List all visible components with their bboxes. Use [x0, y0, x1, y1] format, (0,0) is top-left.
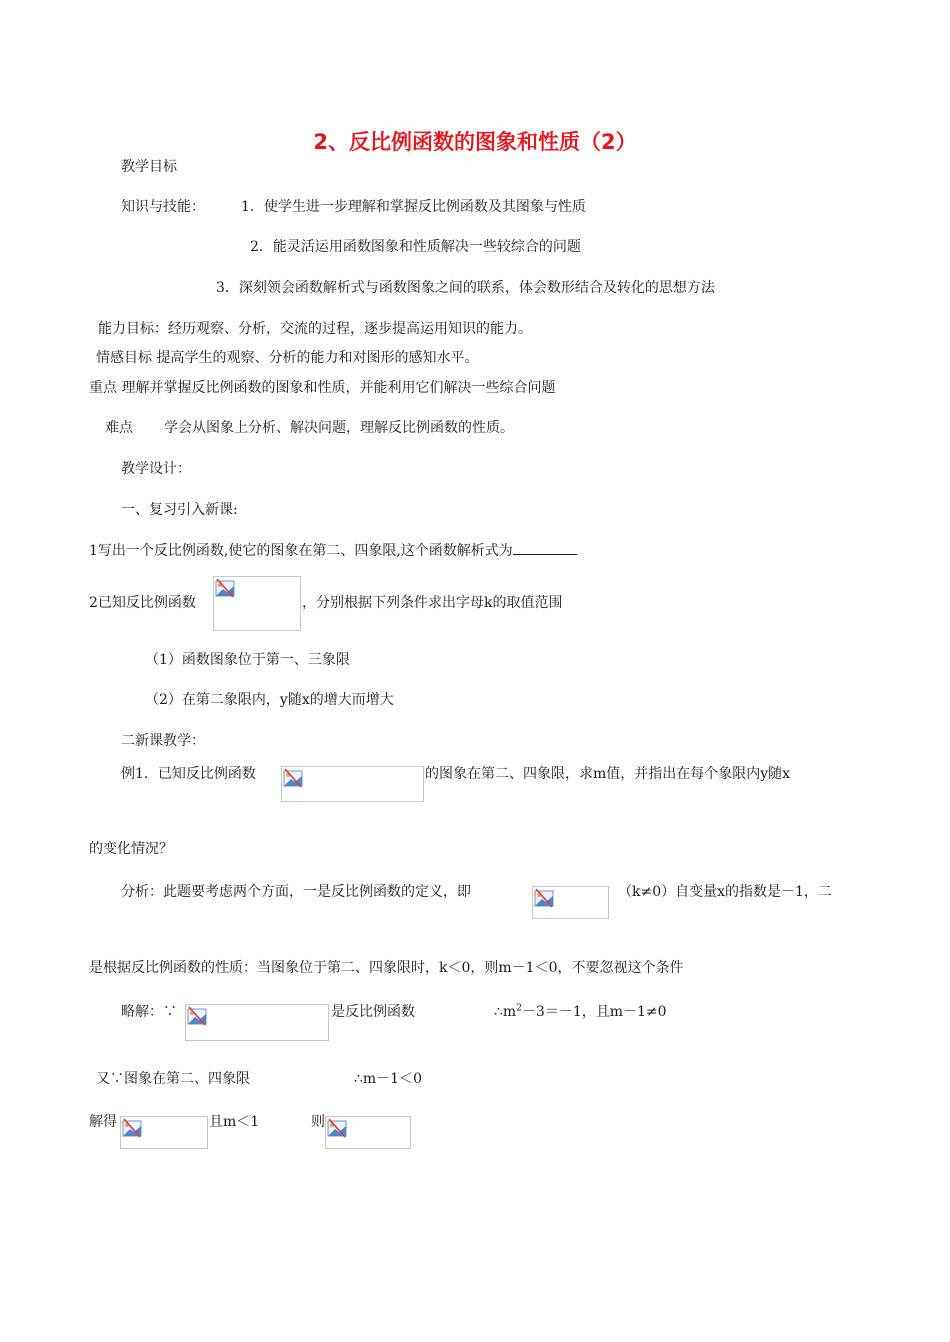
condition-1: （1）函数图象位于第一、三象限: [145, 652, 350, 668]
broken-image-icon: [534, 888, 554, 908]
example-1-cont: 的变化情况？: [89, 841, 173, 857]
knowledge-label: 知识与技能：: [121, 199, 205, 215]
difficulty-label: 难点: [105, 420, 133, 436]
analysis-post: （k≠0）自变量x的指数是－1，二: [618, 884, 832, 900]
broken-image-icon: [283, 768, 303, 788]
broken-image-icon: [327, 1118, 347, 1138]
review-question-1-text: 1写出一个反比例函数,使它的图象在第二、四象限,这个函数解析式为: [89, 543, 513, 559]
solution-result-a: ∴m: [494, 1004, 517, 1020]
solution-pre: 略解：∵: [121, 1004, 177, 1020]
page-title: 2、反比例函数的图象和性质（2）: [313, 130, 637, 154]
example-1-pre: 例1．已知反比例函数: [121, 766, 256, 782]
formula-image: [325, 1116, 411, 1149]
goals-heading: 教学目标: [121, 159, 177, 175]
ability-goal: 能力目标：经历观察、分析，交流的过程，逐步提高运用知识的能力。: [98, 321, 532, 337]
review-question-2-pre: 2已知反比例函数: [89, 595, 196, 611]
broken-image-icon: [122, 1118, 142, 1138]
emotion-goal: 情感目标 提高学生的观察、分析的能力和对图形的感知水平。: [96, 350, 479, 366]
knowledge-item-2: 2．能灵活运用函数图象和性质解决一些较综合的问题: [250, 239, 581, 255]
also-result: ∴m－1＜0: [354, 1071, 422, 1087]
key-point: 重点 理解并掌握反比例函数的图象和性质，并能利用它们解决一些综合问题: [89, 380, 556, 396]
formula-image: [532, 886, 609, 919]
solution-mid: 是反比例函数: [331, 1004, 415, 1020]
difficulty-text: 学会从图象上分析、解决问题，理解反比例函数的性质。: [164, 420, 514, 436]
new-lesson-heading: 二新课教学：: [121, 733, 205, 749]
knowledge-item-1: 1．使学生进一步理解和掌握反比例函数及其图象与性质: [241, 199, 586, 215]
design-heading: 教学设计：: [121, 461, 191, 477]
review-question-2-post: ，分别根据下列条件求出字母k的取值范围: [302, 595, 563, 611]
solution-result: [494, 1002, 667, 1022]
formula-image: [120, 1116, 208, 1149]
formula-image: [185, 1004, 329, 1041]
broken-image-icon: [187, 1006, 207, 1026]
solution-result-b: －3＝－1，且m－1≠0: [521, 1004, 667, 1020]
broken-image-icon: [215, 578, 235, 598]
then-label: 则: [311, 1114, 325, 1130]
review-heading: 一、复习引入新课:: [121, 502, 238, 518]
formula-image: [281, 766, 424, 802]
review-question-1: [89, 540, 577, 561]
formula-image: [213, 576, 301, 631]
also-condition: 又∵图象在第二、四象限: [96, 1071, 250, 1087]
solve-label: 解得: [89, 1114, 117, 1130]
condition-2: （2）在第二象限内，y随x的增大而增大: [145, 692, 394, 708]
knowledge-item-3: 3．深刻领会函数解析式与函数图象之间的联系，体会数形结合及转化的思想方法: [216, 280, 715, 296]
exponent: 2: [516, 1003, 522, 1014]
solve-mid: 且m＜1: [209, 1114, 260, 1130]
answer-blank: [513, 540, 577, 555]
example-1-post: 的图象在第二、四象限，求m值，并指出在每个象限内y随x: [425, 766, 791, 782]
analysis-pre: 分析：此题要考虑两个方面，一是反比例函数的定义，即: [121, 884, 471, 900]
analysis-cont: 是根据反比例函数的性质：当图象位于第二、四象限时，k＜0，则m－1＜0，不要忽视这个条件: [89, 960, 684, 976]
